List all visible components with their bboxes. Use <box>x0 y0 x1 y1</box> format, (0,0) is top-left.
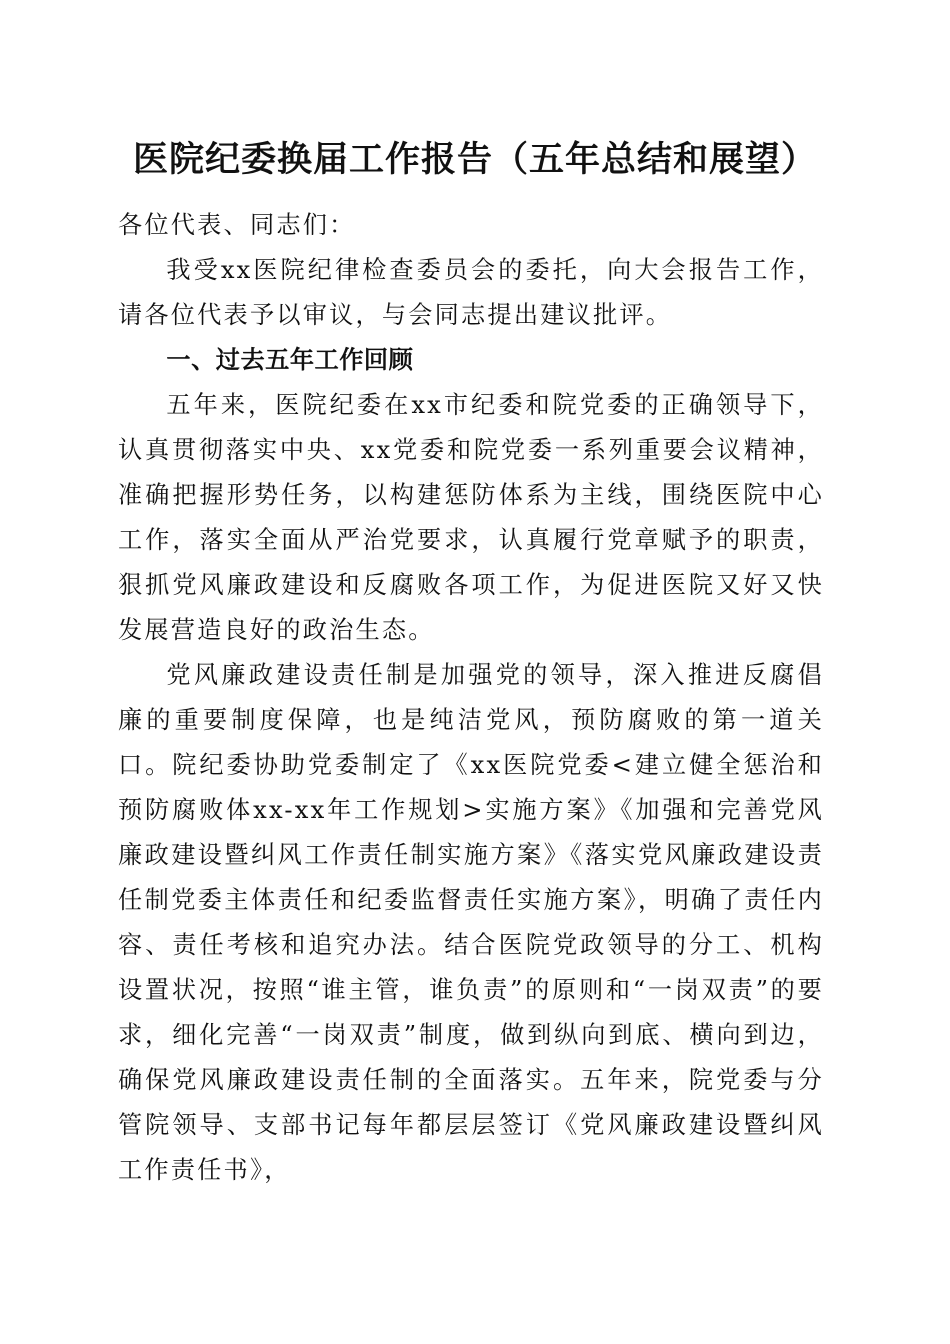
salutation: 各位代表、同志们： <box>118 211 356 239</box>
section-heading: 一、过去五年工作回顾 <box>166 346 414 374</box>
intro-paragraph: 我受xx医院纪律检查委员会的委托，向大会报告工作，请各位代表予以审议，与会同志提出建议批评。 <box>118 256 824 329</box>
section-paragraph-2: 党风廉政建设责任制是加强党的领导，深入推进反腐倡廉的重要制度保障，也是纯洁党风，预防腐败的第一道关口。院纪委协助党委制定了《xx医院党委<建立健全惩治和预防腐败体xx-xx年工作规划>实施方案》《加强和完善党风廉政建设暨纠风工作责任制实施方案》《落实党风廉政建设责任制党委主体责任和纪委监督责任实施方案》，明确了责任内容、责任考核和追究办法。结合医院党政领导的分工、机构设置状况，按照“谁主管，谁负责”的原则和“一岗双责”的要求，细化完善“一岗双责”制度，做到纵向到底、横向到边，确保党风廉政建设责任制的全面落实。五年来，院党委与分管院领导、支部书记每年都层层签订《党风廉政建设暨纠风工作责任书》， <box>118 661 824 1184</box>
document-body <box>118 203 824 1193</box>
document-title: 医院纪委换届工作报告（五年总结和展望） <box>132 139 817 180</box>
section-paragraph-1: 五年来，医院纪委在xx市纪委和院党委的正确领导下，认真贯彻落实中央、xx党委和院党委一系列重要会议精神，准确把握形势任务，以构建惩防体系为主线，围绕医院中心工作，落实全面从严治党要求，认真履行党章赋予的职责，狠抓党风廉政建设和反腐败各项工作，为促进医院又好又快发展营造良好的政治生态。 <box>118 391 824 644</box>
